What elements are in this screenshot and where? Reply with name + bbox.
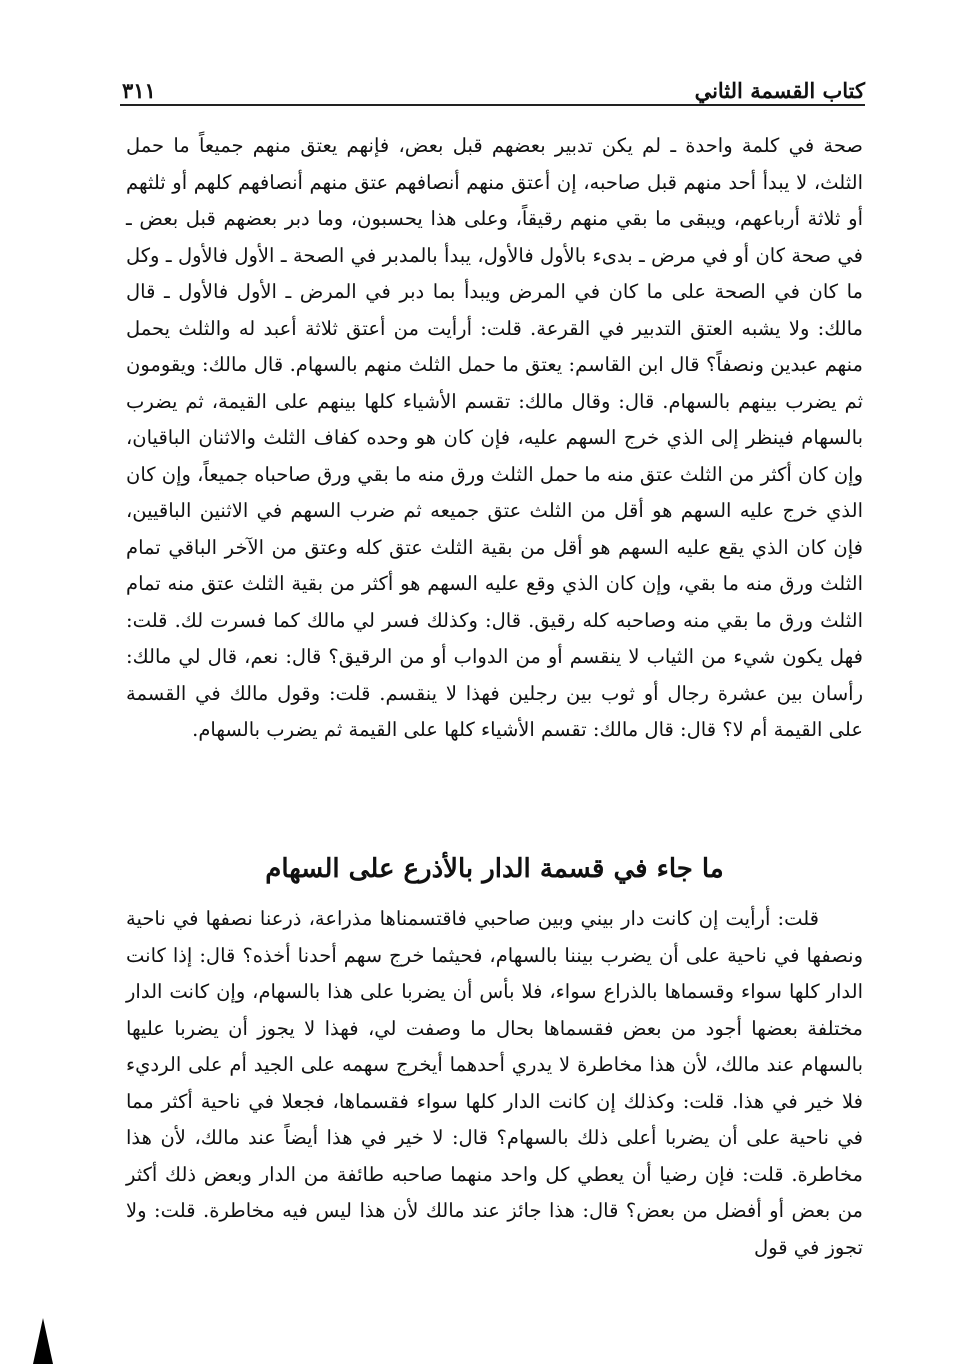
- page-number: ٣١١: [122, 78, 156, 103]
- page-header: [120, 70, 865, 104]
- paragraph-2: قلت: أرأيت إن كانت دار بيني وبين صاحبي فاقتسمناها مذراعة، ذرعنا نصفها في ناحية ونصفها في ناحية على أن يضرب بيننا بالسهام، فحيثما خرج سهم أحدنا أخذه؟ قال: إذا كانت الدار كلها سواء وقسماها بالذراع سواء، فلا بأس أن يضربا على هذا بالسهام، وإن كانت الدار مختلفة بعضها أجود من بعض فقسماها بحال ما وصفت لي، فهذا لا يجوز أن يضربا عليها بالسهام عند مالك، لأن هذا مخاطرة لا يدري أحدهما أيخرج سهمه على الجيد أم على الرديء فلا خير في هذا. قلت: وكذلك إن كانت الدار كلها سواء فقسماها، فجعلا في ناحية أكثر مما في ناحية على أن يضربا أعلى ذلك بالسهام؟ قال: لا خير في هذا أيضاً عند مالك، لأن هذا مخاطرة. قلت: فإن رضيا أن يعطي كل واحد منهما صاحبه طائفة من الدار وبعض ذلك أكثر من بعض أو أفضل من بعض؟ قال: هذا جائز عند مالك لأن هذا ليس فيه مخاطرة. قلت: ولا تجوز في قول: [126, 907, 863, 1259]
- header-rule: [120, 104, 865, 106]
- corner-mark: [33, 1318, 53, 1364]
- running-title: كتاب القسمة الثاني: [694, 78, 865, 103]
- paragraph-1: صحة في كلمة واحدة ـ لم يكن تدبير بعضهم قبل بعض، فإنهم يعتق منهم جميعاً ما حمل الثلث، لا يبدأ أحد منهم قبل صاحبه، إن أعتق منهم أنصافهم عتق منهم أنصافهم كلهم أو ثلثهم أو ثلاثة أرباعهم، ويبقى ما بقي منهم رقيقاً، وعلى هذا يحسبون، وما دبر بعضهم قبل بعض ـ في صحة كان أو في مرض ـ بدىء بالأول فالأول، يبدأ بالمدبر في الصحة ـ الأول فالأول ـ وكل ما كان في الصحة على ما كان في المرض ويبدأ بما دبر في المرض ـ الأول فالأول ـ قال مالك: ولا يشبه العتق التدبير في القرعة. قلت: أرأيت من أعتق ثلاثة أعبد له والثلث يحمل منهم عبدين ونصفاً؟ قال ابن القاسم: يعتق ما حمل الثلث منهم بالسهام. قال مالك: ويقومون ثم يضرب بينهم بالسهام. قال: وقال مالك: تقسم الأشياء كلها بينهم على القيمة، ثم يضرب بالسهام فينظر إلى الذي خرج السهم عليه، فإن كان هو وحده كفاف الثلث والاثنان الباقيان، وإن كان أكثر من الثلث عتق منه ما حمل الثلث ورق منه ما بقي ورق صاحباه جميعاً، وإن كان الذي خرج عليه السهم هو أقل من الثلث عتق جميعه ثم ضرب السهم في الاثنين الباقيين، فإن كان الذي يقع عليه السهم هو أقل من بقية الثلث عتق كله وعتق من الآخر الباقي تمام الثلث ورق منه ما بقي، وإن كان الذي وقع عليه السهم هو أكثر من بقية الثلث عتق منه تمام الثلث ورق ما بقي منه وصاحبه كله رقيق. قال: وكذلك فسر لي مالك كما فسرت لك. قلت: فهل يكون شيء من الثياب لا ينقسم أو من الدواب أو من الرقيق؟ قال: نعم، قال لي مالك: رأسان بين عشرة رجال أو ثوب بين رجلين فهذا لا ينقسم. قلت: وقول مالك في القسمة على القيمة أم لا؟ قال: قال مالك: تقسم الأشياء كلها على القيمة ثم يضرب بالسهام.: [126, 134, 863, 741]
- section-heading: ما جاء في قسمة الدار بالأذرع على السهام: [265, 854, 724, 884]
